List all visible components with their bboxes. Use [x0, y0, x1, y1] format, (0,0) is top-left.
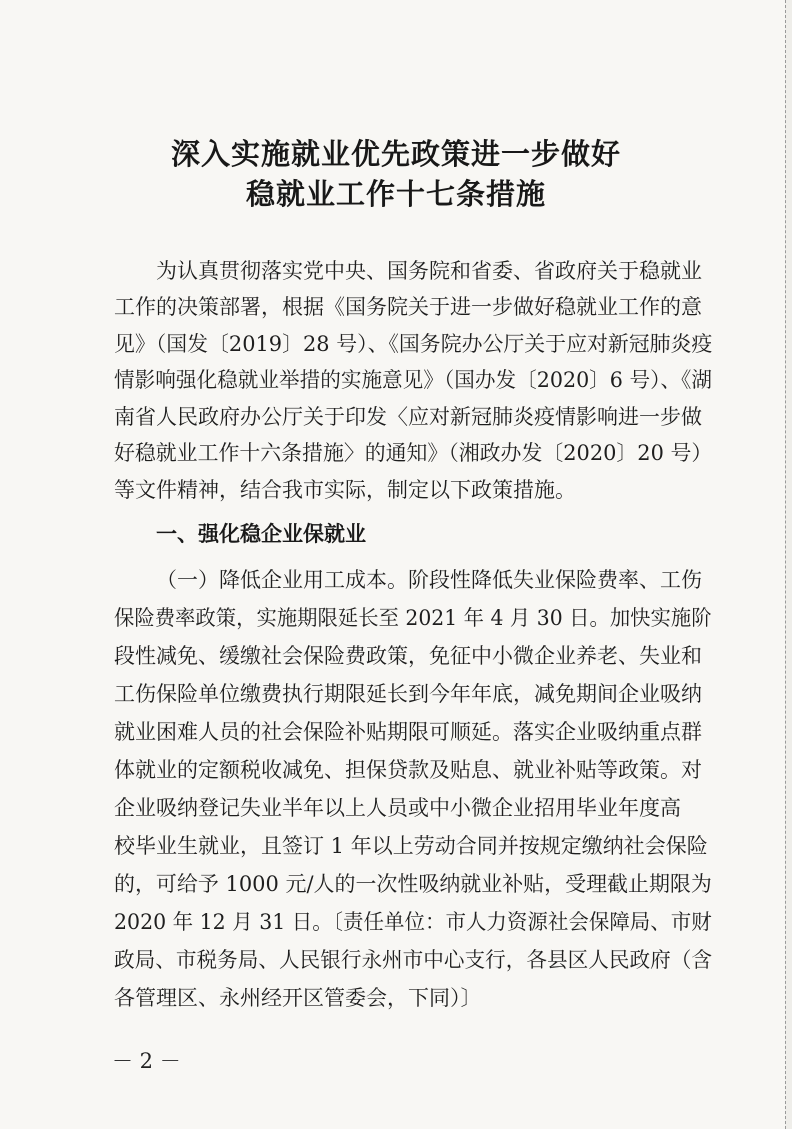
item-paragraph-line: 校毕业生就业，且签订 1 年以上劳动合同并按规定缴纳社会保险	[114, 834, 708, 858]
intro-paragraph-line: 为认真贯彻落实党中央、国务院和省委、省政府关于稳就业	[156, 259, 702, 283]
item-paragraph-line: 保险费率政策，实施期限延长至 2021 年 4 月 30 日。加快实施阶	[114, 606, 712, 630]
intro-paragraph-line: 好稳就业工作十六条措施〉的通知》（湘政办发〔2020〕20 号）	[114, 441, 713, 465]
intro-paragraph-line: 工作的决策部署，根据《国务院关于进一步做好稳就业工作的意	[114, 295, 702, 319]
item-paragraph-line: 体就业的定额税收减免、担保贷款及贴息、就业补贴等政策。对	[114, 758, 702, 782]
item-paragraph-line: 2020 年 12 月 31 日。〔责任单位：市人力资源社会保障局、市财	[114, 910, 712, 934]
page-number: － 2 －	[112, 1049, 181, 1073]
item-paragraph-line: 就业困难人员的社会保险补贴期限可顺延。落实企业吸纳重点群	[114, 720, 702, 744]
item-paragraph-line: 各管理区、永州经开区管委会，下同）〕	[114, 986, 482, 1010]
intro-paragraph-line: 情影响强化稳就业举措的实施意见》（国办发〔2020〕6 号）、《湖	[114, 368, 712, 392]
intro-paragraph-line: 见》（国发〔2019〕28 号）、《国务院办公厅关于应对新冠肺炎疫	[114, 332, 713, 356]
document-title-line-2: 稳就业工作十七条措施	[245, 177, 546, 211]
section-heading: 一、强化稳企业保就业	[156, 522, 366, 546]
intro-paragraph-line: 等文件精神，结合我市实际，制定以下政策措施。	[114, 478, 576, 502]
item-paragraph-line: 企业吸纳登记失业半年以上人员或中小微企业招用毕业年度高	[114, 796, 681, 820]
item-paragraph-line: 工伤保险单位缴费执行期限延长到今年年底，减免期间企业吸纳	[114, 682, 702, 706]
intro-paragraph-line: 南省人民政府办公厅关于印发〈应对新冠肺炎疫情影响进一步做	[114, 405, 702, 429]
item-paragraph-line: （一）降低企业用工成本。阶段性降低失业保险费率、工伤	[156, 568, 702, 592]
item-paragraph-line: 政局、市税务局、人民银行永州市中心支行，各县区人民政府（含	[114, 948, 712, 972]
item-paragraph-line: 的，可给予 1000 元/人的一次性吸纳就业补贴，受理截止期限为	[114, 872, 712, 896]
document-title-line-1: 深入实施就业优先政策进一步做好	[170, 137, 621, 171]
item-paragraph-line: 段性减免、缓缴社会保险费政策，免征中小微企业养老、失业和	[114, 644, 702, 668]
